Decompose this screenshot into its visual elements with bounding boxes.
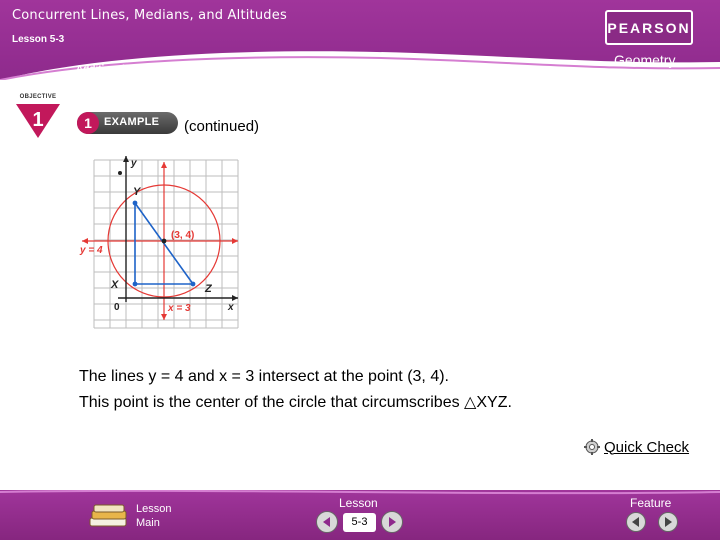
y-axis-label: y bbox=[131, 158, 137, 169]
quick-check-link[interactable] bbox=[584, 437, 689, 457]
objective-badge bbox=[12, 94, 64, 140]
objective-label: OBJECTIVE bbox=[19, 94, 57, 100]
gear-icon bbox=[584, 439, 600, 455]
line-y-label: y = 4 bbox=[80, 245, 103, 256]
objective-triangle-icon bbox=[12, 102, 64, 142]
example-number: 1 bbox=[77, 112, 99, 134]
explanation-text bbox=[79, 364, 512, 416]
y-tick-point bbox=[118, 171, 122, 175]
y-axis-arrow-icon bbox=[123, 156, 129, 162]
lesson-main-label-line2: Main bbox=[136, 517, 160, 529]
quick-check-label[interactable]: Quick Check bbox=[604, 438, 690, 456]
books-icon[interactable] bbox=[88, 502, 130, 532]
x-axis-label: x bbox=[228, 302, 234, 313]
arrow-right-icon bbox=[232, 238, 238, 244]
center-label: (3, 4) bbox=[171, 230, 195, 241]
lesson-main-label-line1: Lesson bbox=[136, 503, 172, 515]
point-z-label: Z bbox=[205, 283, 212, 295]
page-title: Concurrent Lines, Medians, and Altitudes bbox=[12, 8, 287, 23]
lesson-label: Lesson 5-3 bbox=[12, 34, 65, 45]
point-x-label: X bbox=[111, 279, 119, 291]
arrow-up-icon bbox=[161, 162, 167, 168]
x-axis-arrow-icon bbox=[232, 295, 238, 301]
example-label: EXAMPLE bbox=[104, 116, 160, 128]
center-point-marker bbox=[162, 239, 167, 244]
explanation-line-1: The lines y = 4 and x = 3 intersect at the point (3, 4). bbox=[79, 368, 449, 385]
lesson-next-button[interactable] bbox=[381, 511, 403, 533]
point-x-marker bbox=[133, 282, 138, 287]
objective-number: 1 bbox=[32, 109, 44, 131]
line-x-label: x = 3 bbox=[168, 303, 191, 314]
continued-label: (continued) bbox=[184, 118, 260, 135]
arrow-left-icon bbox=[630, 516, 642, 528]
arrow-right-icon bbox=[386, 516, 398, 528]
origin-label: 0 bbox=[114, 302, 120, 313]
coordinate-graph bbox=[78, 152, 248, 334]
subject-label: Geometry bbox=[614, 52, 676, 68]
pearson-logo: PEARSON bbox=[605, 10, 693, 45]
explanation-line-2: This point is the center of the circle that circumscribes △XYZ. bbox=[79, 394, 512, 411]
feature-prev-button[interactable] bbox=[626, 512, 646, 532]
lesson-number: 5-3 bbox=[343, 513, 376, 532]
arrow-left-icon bbox=[321, 516, 333, 528]
feature-next-button[interactable] bbox=[658, 512, 678, 532]
feature-nav-label: Feature bbox=[630, 496, 672, 510]
section-subtitle: Additional Examples bbox=[76, 64, 175, 75]
lesson-main-link[interactable] bbox=[136, 502, 171, 530]
arrow-left-icon bbox=[82, 238, 88, 244]
point-y-marker bbox=[133, 201, 138, 206]
point-z-marker bbox=[191, 282, 196, 287]
arrow-down-icon bbox=[161, 314, 167, 320]
point-y-label: Y bbox=[133, 186, 141, 198]
lesson-prev-button[interactable] bbox=[316, 511, 338, 533]
lesson-nav-label: Lesson bbox=[339, 496, 378, 510]
example-badge bbox=[77, 112, 178, 134]
arrow-right-icon bbox=[662, 516, 674, 528]
